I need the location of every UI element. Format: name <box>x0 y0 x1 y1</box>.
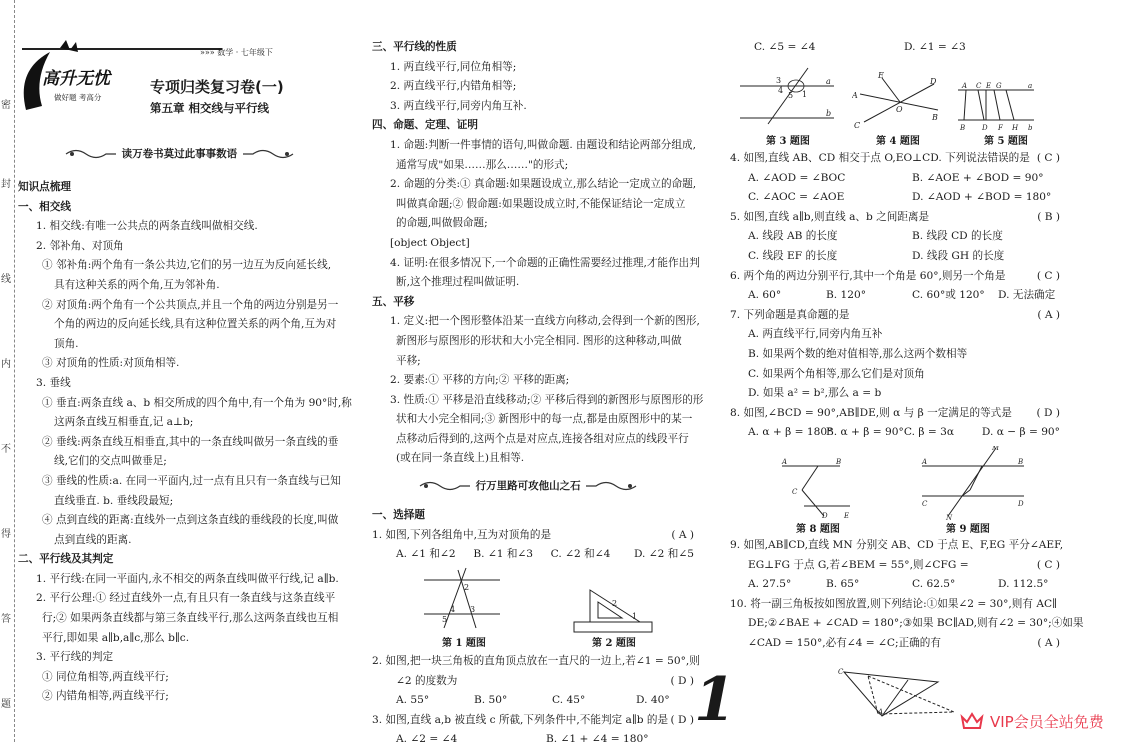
option: C. ∠AOC = ∠AOE <box>748 191 845 204</box>
text-line: 3. 两直线平行,同旁内角互补. <box>390 99 527 112</box>
figure-caption: 第 5 题图 <box>984 136 1028 147</box>
options-row <box>730 188 1060 208</box>
question-4 <box>730 149 1060 169</box>
text-line: 具有这种关系的两个角,互为邻补角. <box>54 278 220 291</box>
svg-text:A: A <box>782 458 788 466</box>
crown-icon <box>960 711 984 731</box>
svg-text:D: D <box>822 512 828 520</box>
figure-caption: 第 4 题图 <box>876 136 920 147</box>
option: A. 55° <box>396 694 430 707</box>
subsection-heading: 一、相交线 <box>18 200 71 213</box>
svg-text:B: B <box>932 113 938 122</box>
text-line: ③ 对顶角的性质:对顶角相等. <box>42 357 180 370</box>
option: A. ∠AOD = ∠BOC <box>748 171 846 184</box>
option: C. 60°或 120° <box>912 289 985 302</box>
answer-mark: ( C ) <box>1036 269 1060 282</box>
options-row <box>372 691 694 711</box>
svg-text:E: E <box>986 82 992 90</box>
subject-label: »»» 数学 · 七年级下 <box>200 48 273 57</box>
margin-char: 不 <box>1 444 11 455</box>
option: D. α − β = 90° <box>981 426 1060 439</box>
svg-text:1: 1 <box>802 90 808 99</box>
svg-text:N: N <box>946 514 953 520</box>
option: D. ∠2 和∠5 <box>633 548 694 561</box>
option: C. 62.5° <box>912 578 956 591</box>
option: D. 无法确定 <box>998 289 1056 302</box>
answer-mark: ( A ) <box>1037 636 1060 649</box>
option: A. 60° <box>748 289 782 302</box>
figure-caption: 第 1 题图 <box>442 638 486 649</box>
option: B. 50° <box>474 694 508 707</box>
text-line: 平移; <box>396 354 421 367</box>
option: C. 45° <box>552 694 586 707</box>
option: B. ∠AOE + ∠BOD = 90° <box>912 171 1044 184</box>
svg-text:2: 2 <box>612 599 618 608</box>
options-row <box>730 423 1060 443</box>
text-line: 2. 要素:① 平移的方向;② 平移的距离; <box>390 374 570 387</box>
figure-2 <box>572 586 654 634</box>
subsection-heading: 五、平移 <box>372 295 415 308</box>
margin-char: 线 <box>1 274 11 285</box>
text-line: 3. 性质:① 平移是沿直线移动;② 平移后得到的新图形与原图形的形 <box>390 393 704 406</box>
option: C. ∠5 = ∠4 <box>754 41 816 53</box>
option: A. ∠1 和∠2 <box>396 548 456 561</box>
question-stem: 3. 如图,直线 a,b 被直线 c 所截,下列条件中,不能判定 a∥b 的是 <box>372 713 669 726</box>
question-stem: ∠2 的度数为 <box>396 674 458 687</box>
question-5 <box>730 208 1060 228</box>
answer-mark: ( C ) <box>1036 152 1060 164</box>
answer-mark: ( D ) <box>1036 406 1060 419</box>
figure-4 <box>852 70 942 128</box>
text-line: 断,这个推理过程叫做证明. <box>396 276 520 289</box>
exercise-column-right <box>730 149 1060 443</box>
question-7 <box>730 306 1060 326</box>
question-3 <box>372 711 694 731</box>
options-row <box>730 286 1060 306</box>
option: C. β = 3α <box>903 426 955 439</box>
options-row <box>372 730 694 750</box>
text-line: ④ 点到直线的距离:直线外一点到这条直线的垂线段的长度,叫做 <box>42 514 339 527</box>
option: C. 如果两个角相等,那么它们是对顶角 <box>748 367 925 380</box>
brand-logo <box>20 40 130 118</box>
question-8 <box>730 404 1060 424</box>
question-1 <box>372 526 694 546</box>
margin-char: 题 <box>1 699 11 710</box>
text-line: ③ 垂线的性质:a. 在同一平面内,过一点有且只有一条直线与已知 <box>42 474 341 487</box>
question-9 <box>730 536 1064 556</box>
section-banner <box>418 478 638 493</box>
text-line: 行;② 如果两条直线都与第三条直线平行,那么这两条直线也互相 <box>42 612 339 625</box>
svg-text:A: A <box>962 82 968 90</box>
text-line: 2. 命题的分类:① 真命题:如果题设成立,那么结论一定成立的命题, <box>390 178 697 191</box>
text-line: 平行,即如果 a∥b,a∥c,那么 b∥c. <box>42 631 190 644</box>
text-line: (或在同一条直线上)且相等. <box>396 452 525 465</box>
svg-text:D: D <box>982 124 988 132</box>
question-stem: 2. 如图,把一块三角板的直角顶点放在一直尺的一边上,若∠1 = 50°,则 <box>372 655 700 667</box>
option: D. 线段 GH 的长度 <box>912 249 1005 262</box>
option: D. 40° <box>636 694 670 707</box>
svg-text:C: C <box>792 488 798 496</box>
figure-8 <box>780 456 860 520</box>
svg-text:O: O <box>896 105 903 114</box>
question-6 <box>730 267 1060 287</box>
text-line: 4. 证明:在很多情况下,一个命题的正确性需要经过推理,才能作出判 <box>390 256 700 269</box>
figure-10 <box>838 662 958 718</box>
option: D. ∠1 = ∠3 <box>904 41 966 53</box>
svg-text:H: H <box>1012 124 1019 132</box>
svg-text:M: M <box>992 446 1000 452</box>
svg-text:4: 4 <box>778 86 784 95</box>
answer-mark: ( A ) <box>1037 308 1060 321</box>
svg-text:B: B <box>960 124 966 132</box>
svg-text:E: E <box>844 512 850 520</box>
svg-text:B: B <box>1018 458 1024 466</box>
subsection-heading: 四、命题、定理、证明 <box>372 119 478 132</box>
text-line: 线,它们的交点叫做垂足; <box>54 455 167 468</box>
option: B. 120° <box>826 289 867 302</box>
svg-text:2: 2 <box>464 583 470 592</box>
svg-text:D: D <box>930 77 937 86</box>
ornament-icon <box>418 481 472 491</box>
text-line: 1. 相交线:有唯一公共点的两条直线叫做相交线. <box>36 220 258 233</box>
text-line: 这两条直线互相垂直,记 a⊥b; <box>54 416 194 429</box>
svg-text:C: C <box>976 82 982 90</box>
figure-caption: 第 2 题图 <box>592 638 636 649</box>
figure-5 <box>956 80 1036 132</box>
margin-char: 内 <box>1 359 11 370</box>
text-line: 2. 两直线平行,内错角相等; <box>390 80 517 93</box>
question-2 <box>372 652 700 672</box>
option: D. ∠AOD + ∠BOD = 180° <box>912 191 1052 204</box>
question-10-cont <box>730 634 1060 654</box>
text-line: ② 对顶角:两个角有一个公共顶点,并且一个角的两边分别是另一 <box>42 298 339 311</box>
svg-text:5: 5 <box>442 615 448 624</box>
svg-text:D: D <box>1018 500 1024 508</box>
options-row <box>730 169 1060 189</box>
figure-1 <box>420 566 502 630</box>
option: B. 如果两个数的绝对值相等,那么这两个数相等 <box>748 347 968 360</box>
text-line: 1. 定义:把一个图形整体沿某一直线方向移动,会得到一个新的图形, <box>390 315 700 328</box>
answer-mark: ( D ) <box>670 713 694 726</box>
option: B. ∠1 和∠3 <box>473 548 534 561</box>
text-line: 3. 平行线的判定 <box>36 651 114 664</box>
option: B. α + β = 90° <box>826 426 904 439</box>
figure-9 <box>920 446 1030 520</box>
question-10-cont <box>730 614 1084 634</box>
margin-char: 答 <box>1 614 11 625</box>
option: A. 27.5° <box>748 578 792 591</box>
option: A. 线段 AB 的长度 <box>748 230 838 243</box>
svg-text:C: C <box>922 500 928 508</box>
text-line: 顶角. <box>54 337 79 350</box>
text-line: 1. 命题:判断一件事情的语句,叫做命题. 由题设和结论两部分组成, <box>390 138 696 151</box>
svg-text:E: E <box>878 71 884 80</box>
banner-text: 行万里路可攻他山之石 <box>475 480 581 492</box>
svg-text:F: F <box>998 124 1003 132</box>
page-title: 专项归类复习卷(一) <box>150 78 284 96</box>
option: B. 65° <box>826 578 860 591</box>
option: A. ∠2 = ∠4 <box>396 733 458 746</box>
question-stem: 5. 如图,直线 a∥b,则直线 a、b 之间距离是 <box>730 210 930 223</box>
text-line: 3. 垂线 <box>36 376 71 389</box>
text-line: 1. 两直线平行,同位角相等; <box>390 60 517 73</box>
svg-text:b: b <box>826 109 832 118</box>
options-row <box>730 575 1060 595</box>
text-line: 个角的两边的反向延长线,具有这种位置关系的两个角,互为对 <box>54 318 337 331</box>
section-banner <box>64 146 295 161</box>
svg-text:A: A <box>922 458 928 466</box>
text-line: 新图形与原图形的形状和大小完全相同. 图形的这种移动,叫做 <box>396 334 682 347</box>
question-10 <box>730 595 1060 615</box>
ornament-icon <box>584 481 638 491</box>
svg-text:5: 5 <box>788 91 794 100</box>
subsection-heading: 二、平行线及其判定 <box>18 553 114 566</box>
question-stem: 7. 下列命题是真命题的是 <box>730 308 850 321</box>
svg-text:3: 3 <box>470 605 476 614</box>
svg-text:A: A <box>852 91 858 100</box>
option: A. 两直线平行,同旁内角互补 <box>748 328 883 341</box>
options-row <box>730 247 1060 267</box>
answer-mark: ( B ) <box>1037 210 1060 223</box>
question-stem: 10. 将一副三角板按如图放置,则下列结论:①如果∠2 = 30°,则有 AC∥ <box>730 597 1058 610</box>
text-line: ② 垂线:两条直线互相垂直,其中的一条直线叫做另一条直线的垂 <box>42 435 339 448</box>
options-row <box>372 545 694 565</box>
answer-mark: ( D ) <box>670 674 694 687</box>
text-line: 1. 平行线:在同一平面内,永不相交的两条直线叫做平行线,记 a∥b. <box>36 572 339 585</box>
options-row <box>730 227 1060 247</box>
margin-char: 密 <box>1 100 11 111</box>
option: D. 112.5° <box>998 578 1049 591</box>
svg-text:1: 1 <box>632 612 638 621</box>
figure-caption: 第 8 题图 <box>796 524 840 535</box>
text-line: [object Object] <box>390 236 470 249</box>
svg-text:3: 3 <box>776 76 782 85</box>
svg-text:G: G <box>996 82 1002 90</box>
figure-caption: 第 9 题图 <box>946 524 990 535</box>
figure-3 <box>738 66 838 126</box>
text-line: 2. 平行公理:① 经过直线外一点,有且只有一条直线与这条直线平 <box>36 592 336 605</box>
answer-mark: ( C ) <box>1036 558 1060 571</box>
margin-char: 封 <box>1 179 11 190</box>
vip-text: VIP会员全站免费 <box>990 712 1104 731</box>
svg-text:A: A <box>878 708 884 716</box>
banner-text: 读万卷书莫过此事事数语 <box>121 148 238 160</box>
svg-text:B: B <box>836 458 842 466</box>
options-row <box>730 38 1060 58</box>
review-column <box>372 38 704 469</box>
text-line: ① 同位角相等,两直线平行; <box>42 670 169 683</box>
question-stem: DE;②∠BAE + ∠CAD = 180°;③如果 BC∥AD,则有∠2 = 30°;④如果 <box>748 617 1084 630</box>
option: B. 线段 CD 的长度 <box>912 230 1003 243</box>
text-line: ② 内错角相等,两直线平行; <box>42 690 169 703</box>
subsection-heading: 三、平行线的性质 <box>372 41 457 53</box>
svg-text:C: C <box>854 121 861 128</box>
section-heading: 一、选择题 <box>372 509 425 521</box>
text-line: 2. 邻补角、对顶角 <box>36 239 124 252</box>
page-number: 1 <box>694 665 736 735</box>
logo-text: 高升无忧 <box>42 69 110 89</box>
svg-text:C: C <box>838 668 844 676</box>
svg-text:a: a <box>1028 82 1033 90</box>
exercise-column-right-bottom <box>730 536 1084 654</box>
text-line: 的命题,叫做假命题; <box>396 217 488 230</box>
text-line: 点到直线的距离. <box>54 533 132 546</box>
option: C. 线段 EF 的长度 <box>748 249 838 262</box>
section-heading: 知识点梳理 <box>18 181 71 193</box>
knowledge-column <box>18 178 352 707</box>
text-line: ① 垂直:两条直线 a、b 相交所成的四个角中,有一个角为 90°时,称 <box>42 396 352 409</box>
option: C. ∠2 和∠4 <box>550 548 611 561</box>
margin-char: 得 <box>1 529 11 540</box>
exercise-column-right-top <box>730 38 1060 58</box>
question-stem: 9. 如图,AB∥CD,直线 MN 分别交 AB、CD 于点 E、F,EG 平分∠AEF, <box>730 539 1064 551</box>
chapter-title: 第五章 相交线与平行线 <box>150 101 270 115</box>
ornament-icon <box>241 149 295 159</box>
question-9-cont <box>730 556 1060 576</box>
question-stem: 4. 如图,直线 AB、CD 相交于点 O,EO⊥CD. 下列说法错误的是 <box>730 152 1030 164</box>
svg-text:b: b <box>1028 124 1033 132</box>
figure-caption: 第 3 题图 <box>766 136 810 147</box>
text-line: 通常写成"如果……那么……"的形式; <box>396 158 569 171</box>
text-line: 叫做真命题;② 假命题:如果题设成立时,不能保证结论一定成立 <box>396 197 686 210</box>
exercise-column-part <box>372 506 694 565</box>
text-line: 直线垂直. b. 垂线段最短; <box>54 494 174 507</box>
option: D. 如果 a² = b²,那么 a = b <box>748 387 882 400</box>
option: A. α + β = 180° <box>748 426 833 439</box>
question-stem: 8. 如图,∠BCD = 90°,AB∥DE,则 α 与 β 一定满足的等式是 <box>730 406 1012 419</box>
svg-text:a: a <box>826 77 831 86</box>
question-2-cont <box>372 672 694 692</box>
vip-badge[interactable] <box>960 703 1125 739</box>
question-stem: EG⊥FG 于点 G,若∠BEM = 55°,则∠CFG = <box>748 558 969 571</box>
exercise-column-part <box>372 652 700 750</box>
option: B. ∠1 + ∠4 = 180° <box>546 733 649 746</box>
answer-mark: ( A ) <box>671 528 694 541</box>
question-stem: ∠CAD = 150°,必有∠4 = ∠C;正确的有 <box>748 636 941 649</box>
svg-text:4: 4 <box>450 605 456 614</box>
question-stem: 6. 两个角的两边分别平行,其中一个角是 60°,则另一个角是 <box>730 269 1006 282</box>
text-line: 状和大小完全相同;③ 新图形中的每一点,都是由原图形中的某一 <box>396 413 693 426</box>
ornament-icon <box>64 149 118 159</box>
binding-margin <box>0 0 15 742</box>
question-stem: 1. 如图,下列各组角中,互为对顶角的是 <box>372 528 552 541</box>
text-line: 点移动后得到的,这两个点是对应点,连接各组对应点的线段平行 <box>396 432 689 445</box>
logo-slogan: 做好题 考高分 <box>54 93 102 102</box>
text-line: ① 邻补角:两个角有一条公共边,它们的另一边互为反向延长线, <box>42 259 332 272</box>
